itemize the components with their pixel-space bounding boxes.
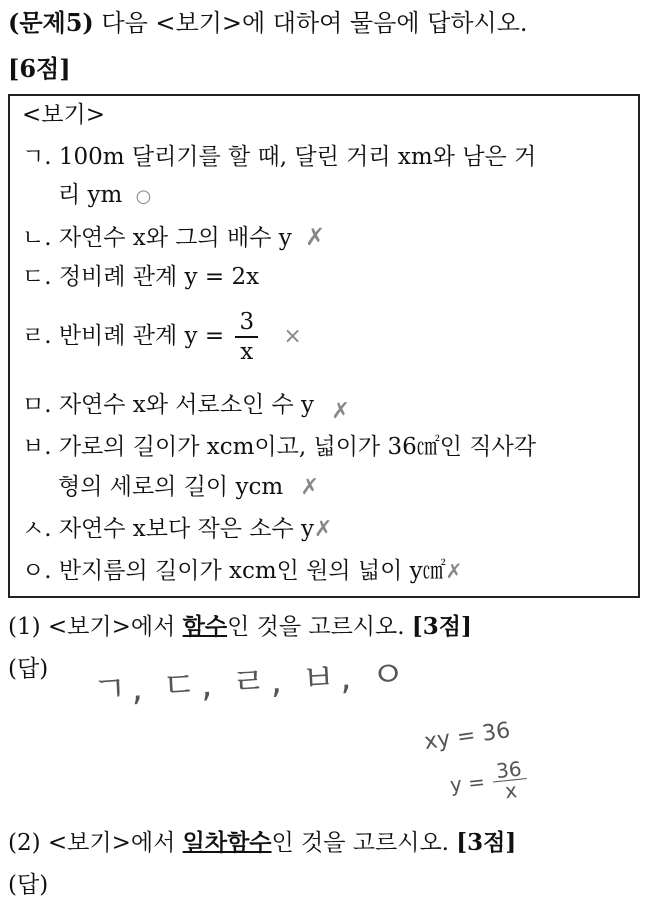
item-text: 자연수 x와 서로소인 수 y	[58, 392, 315, 418]
question-1	[8, 610, 472, 644]
handwritten-numerator: 36	[491, 758, 526, 782]
x-mark: ✗	[300, 475, 319, 500]
handwritten-fraction	[491, 758, 529, 802]
fraction-numerator: 3	[235, 308, 258, 338]
question-2-post: 인 것을 고르시오.	[271, 830, 457, 856]
item-prefix: ㄷ.	[22, 264, 52, 290]
answer-1-label: (답)	[8, 656, 49, 682]
question-title	[8, 6, 528, 40]
question-1-pre: <보기>에서	[47, 614, 183, 640]
question-1-post: 인 것을 고르시오.	[227, 614, 412, 640]
box-header: <보기>	[22, 102, 105, 128]
item-rieul	[22, 306, 302, 367]
question-2	[8, 826, 516, 860]
item-text: 100m 달리기를 할 때, 달린 거리 xm와 남은 거	[58, 144, 537, 170]
handwritten-calc-1: xy = 36	[422, 718, 512, 755]
item-bieup-line2	[58, 470, 319, 505]
item-text: 반지름의 길이가 xcm인 원의 넓이 y㎠	[58, 558, 446, 584]
question-number: (문제5)	[8, 8, 94, 37]
item-prefix: ㅁ.	[22, 392, 52, 418]
item-prefix: ㅂ.	[22, 434, 52, 460]
item-nieun	[22, 220, 325, 255]
question-points: [6점]	[8, 54, 71, 83]
question-text: 다음 <보기>에 대하여 물음에 답하시오.	[93, 9, 528, 37]
question-1-points: [3점]	[411, 613, 472, 640]
question-2-points: [3점]	[456, 829, 517, 856]
item-text-line2: 형의 세로의 길이 ycm	[58, 474, 284, 500]
item-mieum	[22, 388, 350, 423]
x-mark: ✗	[331, 399, 350, 424]
item-siot	[22, 512, 332, 547]
item-prefix: ㅇ.	[22, 558, 52, 584]
item-text-line2: 리 ym	[58, 182, 123, 208]
handwritten-calc-2	[448, 758, 529, 807]
handwritten-denominator: x	[503, 778, 519, 804]
example-box	[8, 94, 640, 598]
x-mark: ✗	[445, 559, 463, 583]
fraction	[235, 308, 258, 366]
item-ieung	[22, 554, 462, 588]
item-text: 가로의 길이가 xcm이고, 넓이가 36㎠인 직사각	[58, 434, 536, 460]
item-giyeok-line2	[58, 178, 151, 214]
question-1-number: (1)	[8, 614, 41, 640]
x-mark: ✗	[305, 223, 326, 251]
answer-2-label: (답)	[8, 872, 49, 898]
question-1-keyword: 함수	[182, 613, 228, 640]
handwritten-answer-1: ㄱ, ㄷ, ㄹ, ㅂ, ㅇ	[91, 653, 411, 712]
item-prefix: ㄴ.	[22, 225, 52, 251]
question-2-pre: <보기>에서	[47, 830, 183, 856]
fraction-denominator: x	[240, 339, 254, 365]
handwritten-calc-2-left: y =	[448, 769, 487, 797]
item-prefix: ㄹ.	[22, 323, 52, 349]
question-2-number: (2)	[8, 830, 41, 856]
item-text: 정비례 관계 y = 2x	[58, 264, 260, 290]
item-bieup	[22, 430, 536, 464]
item-text: 반비례 관계 y =	[58, 323, 225, 349]
item-text: 자연수 x와 그의 배수 y	[58, 225, 292, 251]
x-mark: ✗	[314, 517, 333, 542]
question-2-keyword: 일차함수	[182, 829, 272, 856]
item-giyeok	[22, 140, 536, 174]
circle-mark: ○	[135, 186, 152, 207]
x-mark: ×	[283, 324, 302, 349]
item-prefix: ㅅ.	[22, 516, 52, 542]
item-prefix: ㄱ.	[22, 144, 52, 170]
item-text: 자연수 x보다 작은 소수 y	[58, 516, 315, 542]
item-digeut	[22, 260, 259, 294]
